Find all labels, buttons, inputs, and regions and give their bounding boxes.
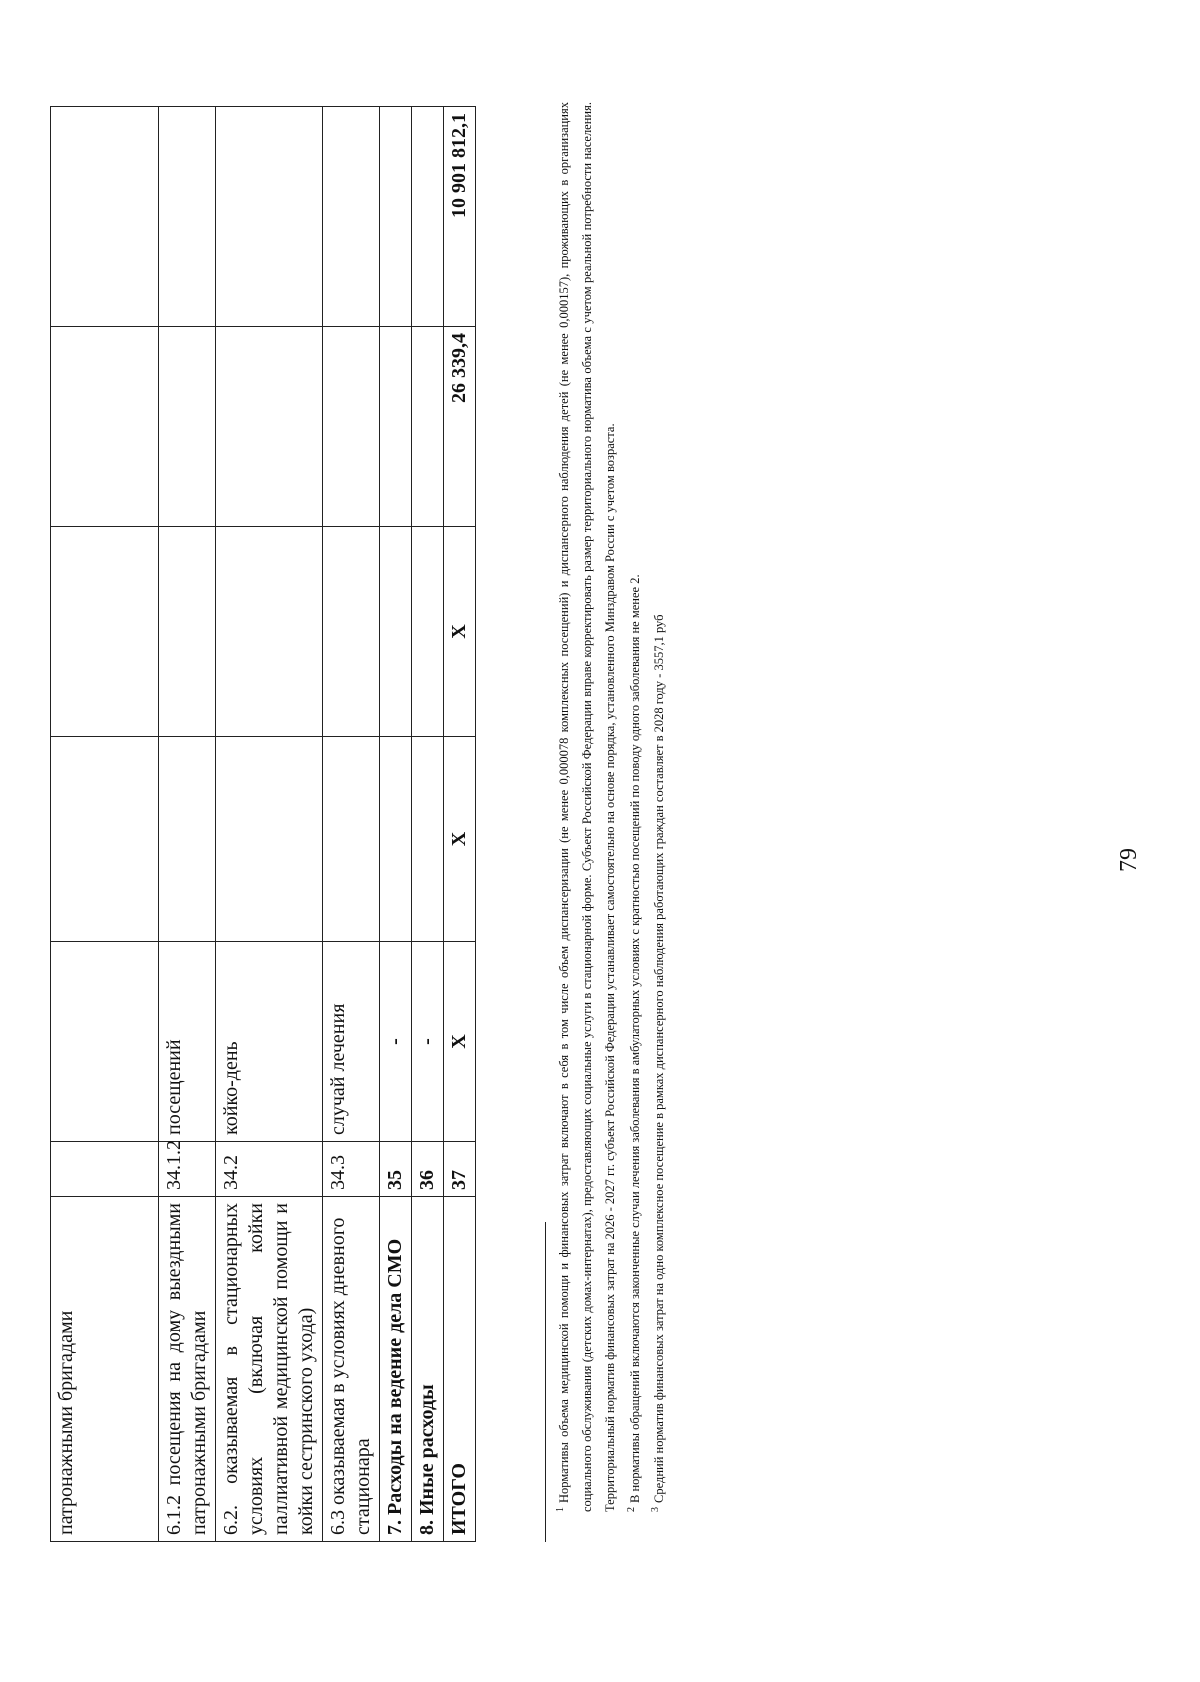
row-cell bbox=[159, 327, 216, 527]
row-cell bbox=[216, 107, 323, 327]
table-row bbox=[159, 107, 216, 1542]
table-row bbox=[323, 107, 380, 1542]
footnote-text: Средний норматив финансовых затрат на одно комплексное посещение в рамках диспансерного наблюдения работающих граждан составляет в 2028 году - 3557,1 руб bbox=[651, 614, 666, 1503]
row-cell bbox=[159, 737, 216, 942]
footnote-rule bbox=[545, 1222, 546, 1542]
row-cell bbox=[216, 527, 323, 737]
row-total-value: 10 901 812,1 bbox=[444, 107, 476, 327]
footnote-1 bbox=[552, 102, 623, 1542]
footnote-text: Нормативы объема медицинской помощи и финансовых затрат включают в себя в том числе объем диспансеризации (не менее 0,000078 комплексных посещений) и диспансерного наблюдения детей (не менее 0,000157), проживающих в организациях социального обслуживания (детских домах-интернатах), предоставляющих социальные услуги в стационарной форме. Субъект Российской Федерации вправе корректировать размер территориального норматива объема с учетом реальной потребности населения. Территориальный норматив финансовых затрат на 2026 - 2027 гг. субъект Российской Федерации устанавливает самостоятельно на основе порядка, установленного Минздравом России с учетом возраста. bbox=[557, 102, 618, 1512]
row-cell: X bbox=[444, 527, 476, 737]
row-cell bbox=[216, 327, 323, 527]
row-cell bbox=[51, 527, 159, 737]
row-code: 35 bbox=[380, 1142, 412, 1197]
row-unit bbox=[51, 942, 159, 1142]
row-cell bbox=[380, 327, 412, 527]
row-cell bbox=[380, 527, 412, 737]
row-cell bbox=[51, 107, 159, 327]
footnote-mark: 3 bbox=[649, 1507, 661, 1512]
row-cell bbox=[159, 527, 216, 737]
footnote-2 bbox=[623, 102, 647, 1542]
footnote-mark: 1 bbox=[555, 1507, 566, 1512]
table-row bbox=[216, 107, 323, 1542]
row-code: 36 bbox=[412, 1142, 444, 1197]
row-code: 34.2 bbox=[216, 1142, 323, 1197]
row-cell bbox=[412, 527, 444, 737]
row-name: 6.3 оказываемая в условиях дневного стационара bbox=[323, 1197, 380, 1542]
row-code: 34.3 bbox=[323, 1142, 380, 1197]
row-unit: случай лечения bbox=[323, 942, 380, 1142]
row-name: 7. Расходы на ведение дела СМО bbox=[380, 1197, 412, 1542]
row-name: ИТОГО bbox=[444, 1197, 476, 1542]
table-row bbox=[412, 107, 444, 1542]
row-unit: койко-день bbox=[216, 942, 323, 1142]
table-row bbox=[380, 107, 412, 1542]
row-cell bbox=[380, 107, 412, 327]
row-name: 6.2. оказываемая в стационарных условиях (включая койки паллиативной медицинской помощи и койки сестринского ухода) bbox=[216, 1197, 323, 1542]
row-cell bbox=[216, 737, 323, 942]
row-cell bbox=[51, 737, 159, 942]
page-number: 79 bbox=[1116, 848, 1142, 872]
footnote-text: В нормативы обращений включаются законченные случаи лечения заболевания в амбулаторных условиях с кратностью посещений по поводу одного заболевания не менее 2. bbox=[627, 574, 642, 1503]
row-cell bbox=[323, 737, 380, 942]
row-code bbox=[51, 1142, 159, 1197]
expenses-table bbox=[50, 106, 476, 1542]
row-unit: - bbox=[380, 942, 412, 1142]
row-cell: X bbox=[444, 737, 476, 942]
row-unit: - bbox=[412, 942, 444, 1142]
row-cell bbox=[412, 107, 444, 327]
row-unit: посещений bbox=[159, 942, 216, 1142]
row-cell bbox=[159, 107, 216, 327]
row-code: 34.1.2 bbox=[159, 1142, 216, 1197]
row-name: 6.1.2 посещения на дому выездными патронажными бригадами bbox=[159, 1197, 216, 1542]
table-row bbox=[444, 107, 476, 1542]
footnotes bbox=[545, 102, 671, 1542]
row-cell bbox=[51, 327, 159, 527]
row-cell bbox=[323, 327, 380, 527]
row-cell bbox=[323, 107, 380, 327]
row-cell bbox=[412, 737, 444, 942]
row-total-value: 26 339,4 bbox=[444, 327, 476, 527]
footnote-3 bbox=[647, 102, 671, 1542]
row-unit: X bbox=[444, 942, 476, 1142]
row-name: патронажными бригадами bbox=[51, 1197, 159, 1542]
footnote-mark: 2 bbox=[625, 1507, 637, 1512]
row-cell bbox=[412, 327, 444, 527]
row-cell bbox=[380, 737, 412, 942]
table-row bbox=[51, 107, 159, 1542]
row-name: 8. Иные расходы bbox=[412, 1197, 444, 1542]
row-cell bbox=[323, 527, 380, 737]
row-code: 37 bbox=[444, 1142, 476, 1197]
